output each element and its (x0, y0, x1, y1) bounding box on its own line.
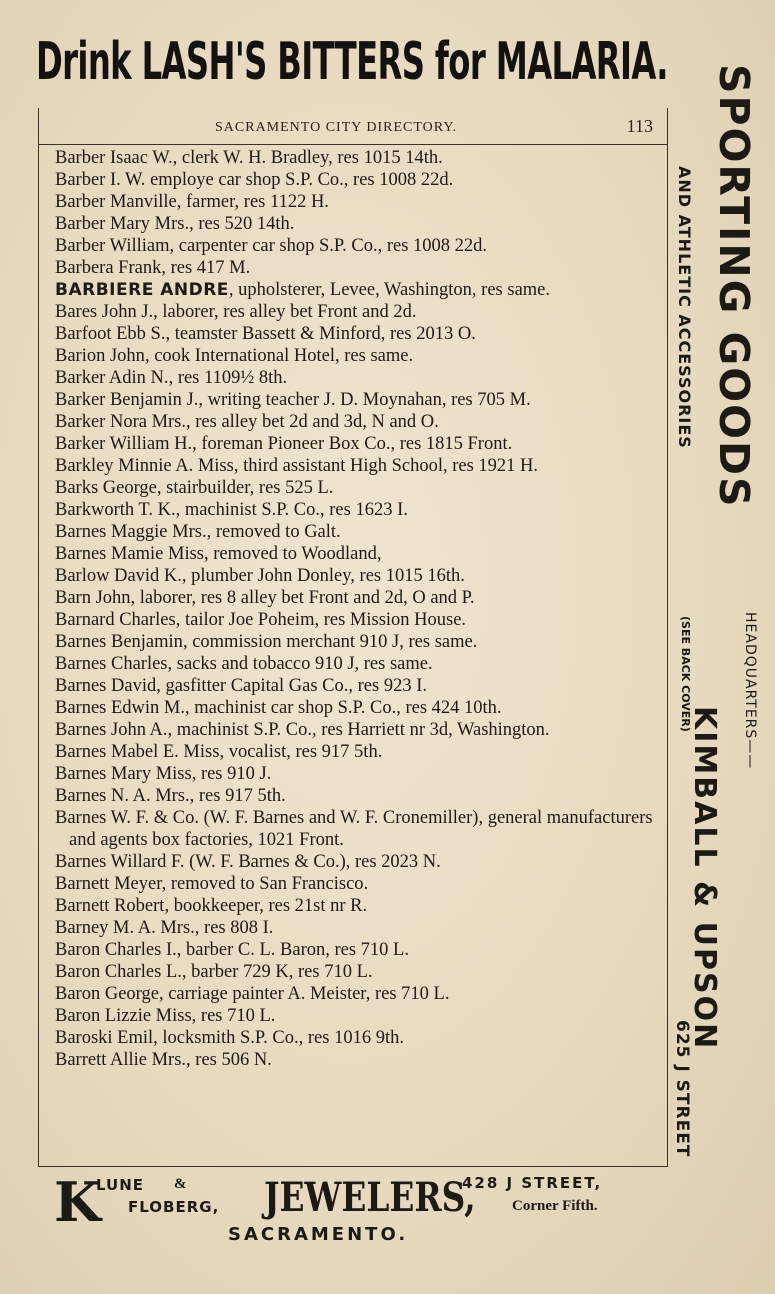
jeweler-street: 428 J STREET, (462, 1174, 603, 1192)
directory-entry (55, 983, 659, 1005)
directory-entry (55, 169, 659, 191)
entry-name: Barber I. W. (55, 170, 146, 190)
bottom-advertisement (50, 1170, 690, 1250)
klune-initial: K (54, 1170, 101, 1234)
directory-entry (55, 609, 659, 631)
entry-details: , upholsterer, Levee, Washington, res same. (228, 280, 551, 300)
entry-details: , foreman Pioneer Box Co., res 1815 Front. (192, 434, 513, 454)
entry-details: , farmer, res 1122 H. (176, 192, 329, 212)
directory-entry (55, 235, 659, 257)
klune-name: LUNE (96, 1176, 145, 1194)
entry-name: Barbera Frank (55, 258, 162, 278)
directory-entry (55, 697, 659, 719)
entry-details: , res 917 5th. (189, 786, 286, 806)
entry-details: (W. F. Barnes and W. F. Cronemiller), general manufacturers and agents box factories, 1021 Front. (69, 808, 653, 850)
entry-name: Barnes David (55, 676, 157, 696)
directory-entry (55, 1049, 659, 1071)
directory-entry (55, 433, 659, 455)
entry-name: Baron Charles L. (55, 962, 182, 982)
entry-details: , sacks and tobacco 910 J, res same. (167, 654, 433, 674)
jewelers-label: JEWELERS, (264, 1174, 476, 1221)
entry-details: , writing teacher J. D. Moynahan, res 705 M. (198, 390, 531, 410)
entry-name: Barber Isaac W. (55, 148, 173, 168)
entry-details: , res 910 J. (191, 764, 272, 784)
entry-details: , removed to Galt. (206, 522, 341, 542)
entry-details: , gasfitter Capital Gas Co., res 923 I. (156, 676, 427, 696)
entry-details: , carpenter car shop S.P. Co., res 1008 22d. (169, 236, 488, 256)
directory-entry (55, 873, 659, 895)
entry-details: employe car shop S.P. Co., res 1008 22d. (145, 170, 454, 190)
directory-entry (55, 851, 659, 873)
directory-entry (55, 587, 659, 609)
entry-details: , carriage painter A. Meister, res 710 L. (158, 984, 450, 1004)
entry-name: Barnes Benjamin (55, 632, 183, 652)
entry-details: , removed to Woodland, (204, 544, 382, 564)
entry-details: , res 710 L. (191, 1006, 276, 1026)
entry-name: BARBIERE ANDRE (55, 280, 229, 300)
street-address: 625 J STREET (672, 1020, 692, 1158)
directory-entry (55, 147, 659, 169)
directory-entry (55, 323, 659, 345)
entry-details: , res 506 N. (186, 1050, 272, 1070)
directory-entry (55, 1027, 659, 1049)
entry-details: , vocalist, res 917 5th. (219, 742, 383, 762)
entry-details: , machinist S.P. Co., res Harriett nr 3d, Washington. (167, 720, 550, 740)
directory-entry (55, 1005, 659, 1027)
entry-details: , barber C. L. Baron, res 710 L. (176, 940, 409, 960)
entry-name: Barlow David K. (55, 566, 182, 586)
directory-entry (55, 719, 659, 741)
entry-name: Baron George (55, 984, 159, 1004)
directory-entry (55, 411, 659, 433)
directory-entries (55, 147, 659, 1071)
directory-frame (38, 108, 668, 1167)
side-advertisement (670, 56, 775, 1166)
page-number: 113 (626, 116, 653, 136)
directory-entry (55, 631, 659, 653)
directory-title: SACRAMENTO CITY DIRECTORY. (215, 120, 458, 135)
athletic-accessories-line: AND ATHLETIC ACCESSORIES (675, 166, 694, 449)
entry-name: Barker Nora Mrs. (55, 412, 186, 432)
directory-entry (55, 917, 659, 939)
entry-details: , stairbuilder, res 525 L. (156, 478, 334, 498)
entry-name: Barkley Minnie A. Miss (55, 456, 234, 476)
directory-entry (55, 653, 659, 675)
entry-name: Barnes Willard F. (55, 852, 185, 872)
directory-entry (55, 939, 659, 961)
entry-details: , res alley bet 2d and 3d, N and O. (186, 412, 439, 432)
sporting-goods-heading: SPORTING GOODS (710, 64, 758, 509)
entry-name: Baron Lizzie Miss (55, 1006, 192, 1026)
directory-entry (55, 895, 659, 917)
entry-details: , machinist car shop S.P. Co., res 424 10th. (185, 698, 502, 718)
directory-entry (55, 521, 659, 543)
entry-name: Baroski Emil (55, 1028, 154, 1048)
entry-name: Bares John J. (55, 302, 154, 322)
top-advertisement: Drink LASH'S BITTERS for MALARIA. (36, 32, 668, 92)
entry-details: , clerk W. H. Bradley, res 1015 14th. (172, 148, 443, 168)
entry-name: Barney M. A. Mrs. (55, 918, 195, 938)
entry-name: Barnes Maggie Mrs. (55, 522, 207, 542)
entry-name: Barber Mary Mrs. (55, 214, 190, 234)
directory-entry (55, 301, 659, 323)
directory-entry (55, 191, 659, 213)
ampersand: & (174, 1176, 187, 1192)
see-back-cover-note: (SEE BACK COVER) (679, 616, 692, 732)
directory-entry (55, 741, 659, 763)
entry-name: Barkworth T. K. (55, 500, 176, 520)
directory-entry (55, 257, 659, 279)
entry-name: Barks George (55, 478, 157, 498)
jeweler-city: SACRAMENTO. (228, 1224, 409, 1245)
entry-details: , locksmith S.P. Co., res 1016 9th. (153, 1028, 404, 1048)
entry-details: , res 808 I. (194, 918, 274, 938)
entry-details: , tailor Joe Poheim, res Mission House. (175, 610, 467, 630)
entry-name: Barnes Edwin M. (55, 698, 185, 718)
directory-entry (55, 543, 659, 565)
directory-entry (55, 279, 659, 301)
directory-entry (55, 785, 659, 807)
entry-name: Barker William H. (55, 434, 193, 454)
entry-name: Barker Benjamin J. (55, 390, 199, 410)
directory-entry (55, 961, 659, 983)
entry-details: , laborer, res 8 alley bet Front and 2d, O and P. (130, 588, 475, 608)
headquarters-label: HEADQUARTERS—— (742, 612, 758, 770)
page-header (39, 108, 667, 145)
entry-name: Barnes Mamie Miss (55, 544, 205, 564)
entry-details: , laborer, res alley bet Front and 2d. (153, 302, 417, 322)
entry-name: Barnes Mary Miss (55, 764, 192, 784)
entry-name: Barnes W. F. & Co. (55, 808, 199, 828)
directory-entry (55, 213, 659, 235)
entry-name: Barnett Robert (55, 896, 165, 916)
entry-name: Barnes Mabel E. Miss (55, 742, 220, 762)
entry-name: Barrett Allie Mrs. (55, 1050, 187, 1070)
directory-entry (55, 455, 659, 477)
directory-entry (55, 389, 659, 411)
directory-entry (55, 345, 659, 367)
entry-name: Barber Manville (55, 192, 177, 212)
jeweler-corner: Corner Fifth. (512, 1198, 598, 1214)
entry-name: Barn John (55, 588, 131, 608)
entry-details: (W. F. Barnes & Co.), res 2023 N. (184, 852, 441, 872)
directory-entry (55, 763, 659, 785)
directory-entry (55, 675, 659, 697)
floberg-name: FLOBERG, (128, 1198, 220, 1216)
entry-details: , commission merchant 910 J, res same. (182, 632, 478, 652)
entry-details: , third assistant High School, res 1921 H. (233, 456, 539, 476)
entry-details: , bookkeeper, res 21st nr R. (164, 896, 368, 916)
directory-entry (55, 477, 659, 499)
entry-details: , plumber John Donley, res 1015 16th. (181, 566, 465, 586)
entry-name: Barber William (55, 236, 170, 256)
entry-name: Barnes N. A. Mrs. (55, 786, 190, 806)
directory-entry (55, 807, 659, 851)
entry-details: , res 520 14th. (189, 214, 295, 234)
entry-details: , barber 729 K, res 710 L. (181, 962, 373, 982)
entry-name: Baron Charles I. (55, 940, 177, 960)
entry-details: , removed to San Francisco. (161, 874, 369, 894)
entry-details: , res 417 M. (161, 258, 251, 278)
entry-name: Barker Adin N. (55, 368, 169, 388)
entry-details: , teamster Bassett & Minford, res 2013 O. (165, 324, 476, 344)
entry-name: Barfoot Ebb S. (55, 324, 166, 344)
entry-name: Barnard Charles (55, 610, 176, 630)
entry-name: Barion John (55, 346, 145, 366)
kimball-upson-name: KIMBALL & UPSON (687, 706, 722, 1051)
entry-name: Barnett Meyer (55, 874, 162, 894)
entry-details: , res 1109½ 8th. (168, 368, 288, 388)
entry-name: Barnes John A. (55, 720, 168, 740)
directory-entry (55, 499, 659, 521)
entry-details: , cook International Hotel, res same. (144, 346, 414, 366)
entry-name: Barnes Charles (55, 654, 168, 674)
directory-entry (55, 565, 659, 587)
directory-entry (55, 367, 659, 389)
entry-details: , machinist S.P. Co., res 1623 I. (175, 500, 408, 520)
